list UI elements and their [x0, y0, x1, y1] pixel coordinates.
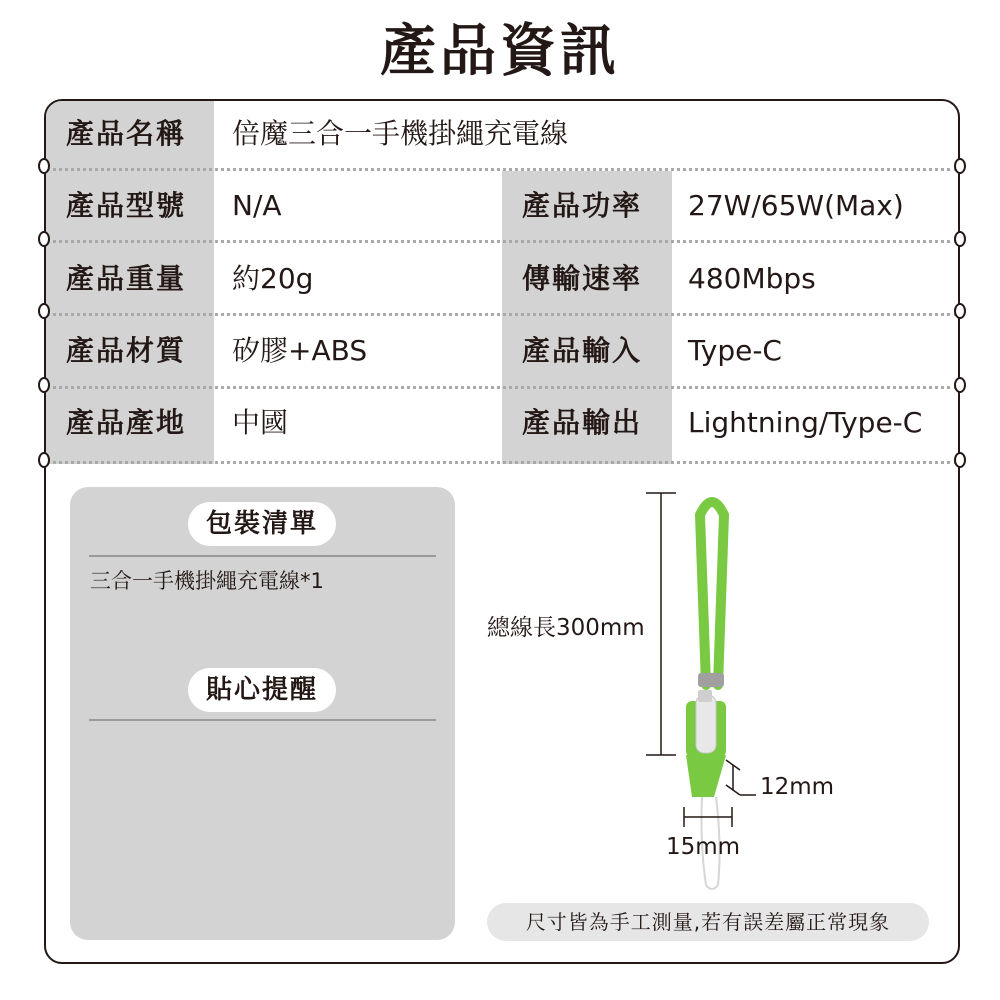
card-notch: [954, 452, 966, 468]
power-value: 27W/65W(Max): [688, 189, 904, 222]
input-value: Type-C: [688, 334, 782, 367]
weight-value: 約20g: [232, 262, 314, 295]
thickness-dimension-line: [726, 760, 756, 795]
package-item: 三合一手機掛繩充電線*1: [90, 569, 324, 593]
card-notch: [38, 303, 50, 319]
package-divider: [89, 555, 436, 557]
card-notch: [38, 158, 50, 174]
origin-value: 中國: [232, 406, 289, 439]
package-heading: 包裝清單: [188, 502, 336, 546]
product-name-value: 倍魔三合一手機掛繩充電線: [232, 117, 569, 150]
power-label: 產品功率: [522, 189, 643, 222]
input-label: 產品輸入: [522, 334, 643, 367]
output-label: 產品輸出: [522, 406, 643, 439]
card-notch: [954, 158, 966, 174]
total-length-text: 總線長300mm: [487, 615, 645, 641]
connector-tip: [698, 690, 712, 702]
tips-heading: 貼心提醒: [188, 668, 336, 712]
output-value: Lightning/Type-C: [688, 406, 923, 439]
card-notch: [38, 377, 50, 393]
page-title: 產品資訊: [380, 19, 620, 84]
tips-divider: [89, 719, 436, 721]
length-dimension-line: [646, 493, 676, 755]
connector-base: [686, 755, 726, 797]
product-name-label: 產品名稱: [66, 117, 187, 150]
row-divider: [46, 313, 958, 316]
connector-plug: [696, 695, 716, 753]
model-label: 產品型號: [66, 189, 187, 222]
width-dimension-line: [684, 807, 732, 827]
row-divider: [46, 240, 958, 243]
card-notch: [38, 452, 50, 468]
cable-clip: [698, 673, 724, 687]
card-notch: [954, 377, 966, 393]
card-notch: [38, 231, 50, 247]
row-divider: [46, 386, 958, 389]
width-text: 15mm: [666, 834, 741, 860]
measurement-note: 尺寸皆為手工測量,若有誤差屬正常現象: [487, 903, 929, 941]
row-divider: [46, 461, 958, 464]
model-value: N/A: [232, 189, 282, 222]
row-divider: [46, 168, 958, 171]
material-value: 矽膠+ABS: [232, 334, 368, 367]
card-notch: [954, 303, 966, 319]
material-label: 產品材質: [66, 334, 187, 367]
transfer-rate-value: 480Mbps: [688, 262, 816, 295]
weight-label: 產品重量: [66, 262, 187, 295]
card-notch: [954, 231, 966, 247]
transfer-rate-label: 傳輸速率: [522, 262, 643, 295]
origin-label: 產品產地: [66, 406, 187, 439]
thickness-text: 12mm: [760, 774, 835, 800]
cable-loop: [700, 502, 724, 685]
